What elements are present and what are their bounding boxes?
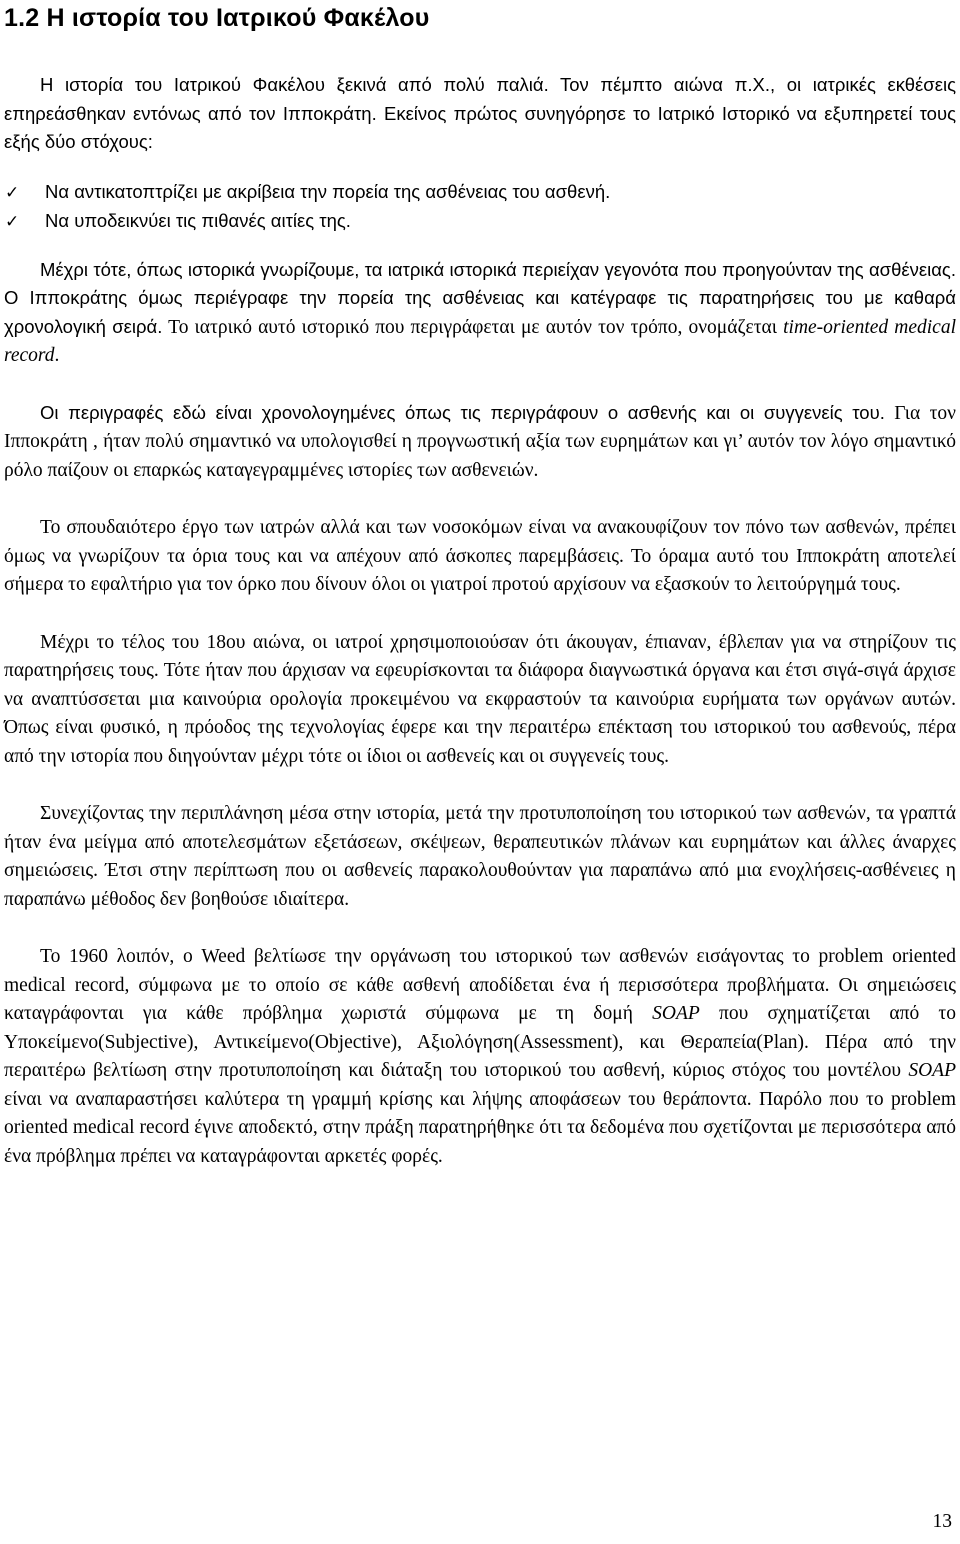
page-number: 13 (932, 1511, 952, 1532)
goals-checklist (4, 178, 956, 237)
paragraph-descriptions (4, 399, 956, 486)
paragraph-hippocrates (4, 256, 956, 371)
paragraph-hippocrates-serif: Το ιατρικό αυτό ιστορικό που περιγράφεται με αυτόν τον τρόπο, ονομάζεται (162, 316, 784, 338)
paragraph-weed-1960 (4, 943, 956, 1171)
paragraph-weed-part-b: που σχηματίζεται από το Υποκείμενο(Subjective), Αντικείμενο(Objective), Αξιολόγηση(Assessment), και Θεραπεία(Plan). Πέρα από την περαιτέρω βελτίωση στην προτυποποίηση και διάταξη του ιστορικού του ασθενή, κύριος στόχος του μοντέλου (4, 1003, 957, 1081)
paragraph-intro: Η ιστορία του Ιατρικού Φακέλου ξεκινά από πολύ παλιά. Τον πέμπτο αιώνα π.Χ., οι ιατρικές εκθέσεις επηρεάσθηκαν εντόνως από τον Ιπποκράτη. Εκείνος πρώτος συνηγόρησε το Ιατρικό Ιστορικό να εξυπηρετεί τους εξής δύο στόχους: (4, 74, 956, 152)
checklist-item-text: Να αντικατοπτρίζει με ακρίβεια την πορεία της ασθένειας του ασθενή. (45, 180, 611, 202)
paragraph-weed-part-c: είναι να αναπαραστήσει καλύτερα τη γραμμή κρίσης και λήψης αποφάσεων του θεράποντα. Παρόλο που το problem oriented medical record έγινε αποδεκτό, στην πράξη παρατηρήθηκε ότι τα δεδομένα που σχετίζονται με περισσότερα από ένα πρόβλημα πρέπει να καταγράφονται αρκετές φορές. (4, 1088, 956, 1167)
section-heading: 1.2 Η ιστορία του Ιατρικού Φακέλου (4, 4, 430, 32)
paragraph-physicians-work: Το σπουδαιότερο έργο των ιατρών αλλά και των νοσοκόμων είναι να ανακουφίζουν τον πόνο των ασθενών, πρέπει όμως να γνωρίζουν τα όρια τους και να απέχουν από άσκοπες παρεμβάσεις. Το όραμα αυτό του Ιπποκράτη αποτελεί σήμερα το εφαλτήριο για τον όρκο που δίνουν όλοι οι γιατροί προτού αρχίσουν να εξασκούν το λειτούργημά τους. (4, 517, 956, 595)
paragraph-18th-century: Μέχρι το τέλος του 18ου αιώνα, οι ιατροί χρησιμοποιούσαν ότι άκουγαν, έπιαναν, έβλεπαν για να στηρίζουν τις παρατηρήσεις τους. Τότε ήταν που άρχισαν να εφευρίσκονται τα διάφορα διαγνωστικά όργανα και έτσι σιγά-σιγά άρχισε να αναπτύσσεται μια καινούρια ορολογία προκειμένου να εκφραστούν τα καινούρια ευρήματα των οργάνων αυτών. Όπως είναι φυσικό, η πρόοδος της τεχνολογίας έφερε και την περαιτέρω επέκταση του ιστορικού του ασθενούς, πέρα από την ιστορία που διηγούνταν μέχρι τότε οι ίδιοι οι ασθενείς και οι συγγενείς τους. (4, 631, 956, 767)
paragraph-descriptions-serif: Για τον Ιπποκράτη , ήταν πολύ σημαντικό να υπολογισθεί η προγνωστική αξία των ευρημάτων και γι’ αυτόν τον λόγο σημαντικό ρόλο παίζουν οι επαρκώς καταγεγραμμένες ιστορίες των ασθενειών. (4, 402, 956, 481)
paragraph-weed-part-a: Το 1960 λοιπόν, ο Weed βελτίωσε την οργάνωση του ιστορικού των ασθενών εισάγοντας το problem oriented medical record, σύμφωνα με το οποίο σε κάθε ασθενή αποδίδεται ένα ή περισσότερα προβλήματα. Οι σημειώσεις καταγράφονται για κάθε πρόβλημα χωριστά σύμφωνα με τη δομή (4, 946, 956, 1024)
paragraph-standardization: Συνεχίζοντας την περιπλάνηση μέσα στην ιστορία, μετά την προτυποποίηση του ιστορικού των ασθενών, τα γραπτά ήταν ένα μείγμα από αποτελεσμάτων εξετάσεων, σκέψεων, θεραπευτικών πλάνων και ευρημάτων και άλλες άναρχες σημειώσεις. Έτσι στην περίπτωση που οι ασθενείς παρακολουθούνταν για παραπάνω από μια ενοχλήσεις-ασθένειες η παραπάνω μέθοδος δεν βοηθούσε ιδιαίτερα. (4, 803, 956, 910)
paragraph-hippocrates-sans: Μέχρι τότε, όπως ιστορικά γνωρίζουμε, τα ιατρικά ιστορικά περιείχαν γεγονότα που προηγούνταν της ασθένειας. Ο Ιπποκράτης όμως περιέγραφε την πορεία της ασθένειας και κατέγραφε τις παρατηρήσεις του με καθαρά χρονολογική σειρά. (4, 258, 956, 337)
check-mark-icon: ✓ (5, 182, 20, 203)
checklist-item (4, 207, 956, 237)
paragraph-end: . (54, 345, 60, 366)
checklist-item-text: Να υποδεικνύει τις πιθανές αιτίες της. (45, 210, 351, 231)
italic-term: time-oriented medical record (4, 316, 956, 366)
check-mark-icon: ✓ (5, 212, 20, 232)
soap-term: SOAP (652, 1003, 700, 1024)
paragraph-descriptions-sans: Οι περιγραφές εδώ είναι χρονολογημένες όπως τις περιγράφουν ο ασθενής και οι συγγενείς του. (40, 401, 885, 423)
checklist-item (4, 178, 956, 208)
soap-term: SOAP (908, 1060, 956, 1081)
